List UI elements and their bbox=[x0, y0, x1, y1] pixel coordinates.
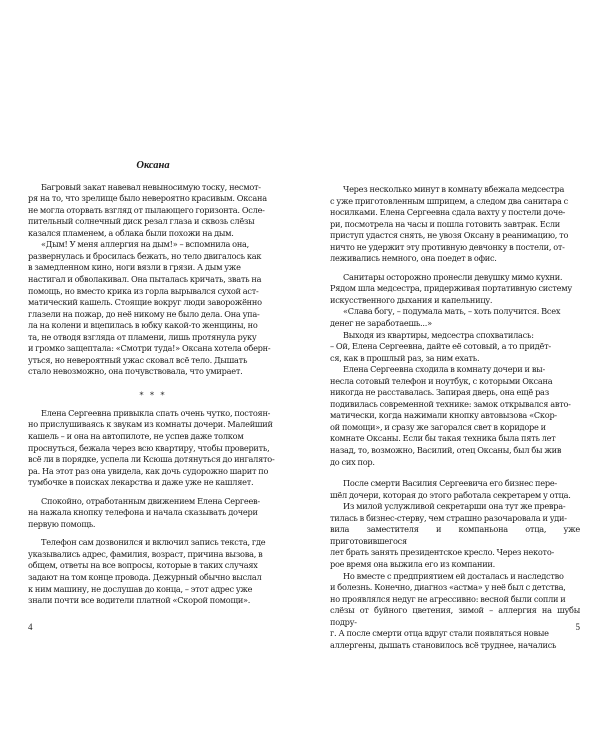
paragraph: Санитары осторожно пронесли девушку мимо кухни. Рядом шла медсестра, придерживая портативную систему искусственного дыхания и капельницу. bbox=[330, 271, 572, 305]
paragraph: Елена Сергеевна сходила в комнату дочери и вы- несла сотовый телефон и ноутбук, с которыми Оксана никогда не расставалась. Запирая дверь, она ещё раз подивилась современной технике: замок открывался авто- матически, когда нажимали кнопку автовызова «Скор- ой помощи», и сразу же загорался свет в коридоре и комнате Оксаны. Если бы такая техника была пять лет назад, то, возможно, Василий, отец Оксаны, был бы жив до сих пор. bbox=[330, 364, 571, 467]
paragraph: «Дым! У меня аллергия на дым!» – вспомнила она, развернулась и бросилась бежать, но тело двигалось как в замедленном кино, ноги вязли в грязи. А дым уже настигал и обволакивал. Она пыталась кричать, звать на помощь, но вместо крика из горла вырывался сухой аст- матический кашель. Стоящие вокруг люди заворожённо глазели на пожар, до неё никому не было дела. Она упа- ла на колени и вцепилась в юбку какой-то женщины, но та, не отводя взгляда от пламени, лишь протянула руку и громко защептала: «Смотри туда!» Оксана хотела оберн- уться, но невероятный ужас сковал всё тело. Дышать стало невозможно, она почувствовала, что умирает. bbox=[28, 239, 271, 377]
section-separator: * * * bbox=[139, 390, 167, 400]
paragraph: Но вместе с предприятием ей досталась и наследство и болезнь. Конечно, диагноз «астма» у неё был с детства, но проявлялся недуг не агрессивно: весной были сопли и слёзы от буйного цветения, зимой – аллергия на шубы подру- г. А после смерти отца вдруг стали появляться новые аллергены, дышать становилось всё труднее, начались bbox=[330, 570, 580, 650]
paragraph-spacer bbox=[330, 468, 580, 478]
paragraph: Елена Сергеевна привыкла спать очень чутко, постоян- но прислушиваясь к звукам из комнаты дочери. Малейший кашель – и она на автопилоте, не успев даже толком проснуться, бежала через всю квартиру, чтобы проверить, всё ли в порядке, успела ли Ксюша дотянуться до ингалято- ра. На этот раз она увидела, как дочь судорожно шарит по тумбочке в поисках лекарства и даже уже не кашляет. bbox=[28, 407, 275, 488]
right-page bbox=[330, 0, 580, 750]
page-number: 5 bbox=[575, 622, 580, 632]
left-page bbox=[28, 0, 278, 750]
paragraph: После смерти Василия Сергеевича его бизнес пере- шёл дочери, которая до этого работала секретарем у отца. bbox=[330, 478, 571, 500]
paragraph: Телефон сам дозвонился и включил запись текста, где указывались адрес, фамилия, возраст, причина вызова, в общем, ответы на все вопросы, которые в таких случаях задают на том конце провода. Дежурный обычно выслал к ним машину, не дослушав до конца, – этот адрес уже знали почти все водители платной «Скорой помощи». bbox=[28, 537, 266, 606]
paragraph: Из милой услужливой секретарши она тут же превра- тилась в бизнес-стерву, чем страшно разочаровала и уди- вила заместителя и компаньона отца, уже приготовившегося лет брать занять президентское кресло. Через некото- рое время она выжила его из компании. bbox=[330, 501, 580, 569]
paragraph: Багровый закат навевал невыносимую тоску, несмот- ря на то, что зрелище было невероятно красивым. Оксана не могла оторвать взгляд от пылающего горизонта. Осле- пительный солнечный диск резал глаза и сквозь слёзы казался пламенем, а облака были похожи на дым. bbox=[28, 181, 267, 238]
paragraph: «Слава богу, – подумала мать, – хоть получится. Всех денег не заработаешь...» bbox=[330, 306, 561, 329]
paragraph: Выходя из квартиры, медсестра спохватилась: – Ой, Елена Сергеевна, дайте её сотовый, а то придёт- ся, как в прошлый раз, за ним ехать. bbox=[330, 329, 551, 363]
page-number: 4 bbox=[28, 622, 33, 632]
paragraph: Спокойно, отработанным движением Елена Сергеев- на нажала кнопку телефона и начала сказывать дочери первую помощь. bbox=[28, 495, 260, 529]
left-page-text-column bbox=[28, 160, 278, 607]
paragraph: Через несколько минут в комнату вбежала медсестра с уже приготовленным шприцем, а следом два санитара с носилками. Елена Сергеевна сдала вахту у постели доче- ри, посмотрела на часы и пошла готовить завтрак. Если приступ удастся снять, не увозя Оксану в реанимацию, то ничто не удержит эту противную девчонку в постели, от- леживались немного, она поедет в офис. bbox=[330, 184, 569, 264]
right-page-text-column bbox=[330, 184, 580, 651]
chapter-title: Оксана bbox=[136, 160, 170, 171]
